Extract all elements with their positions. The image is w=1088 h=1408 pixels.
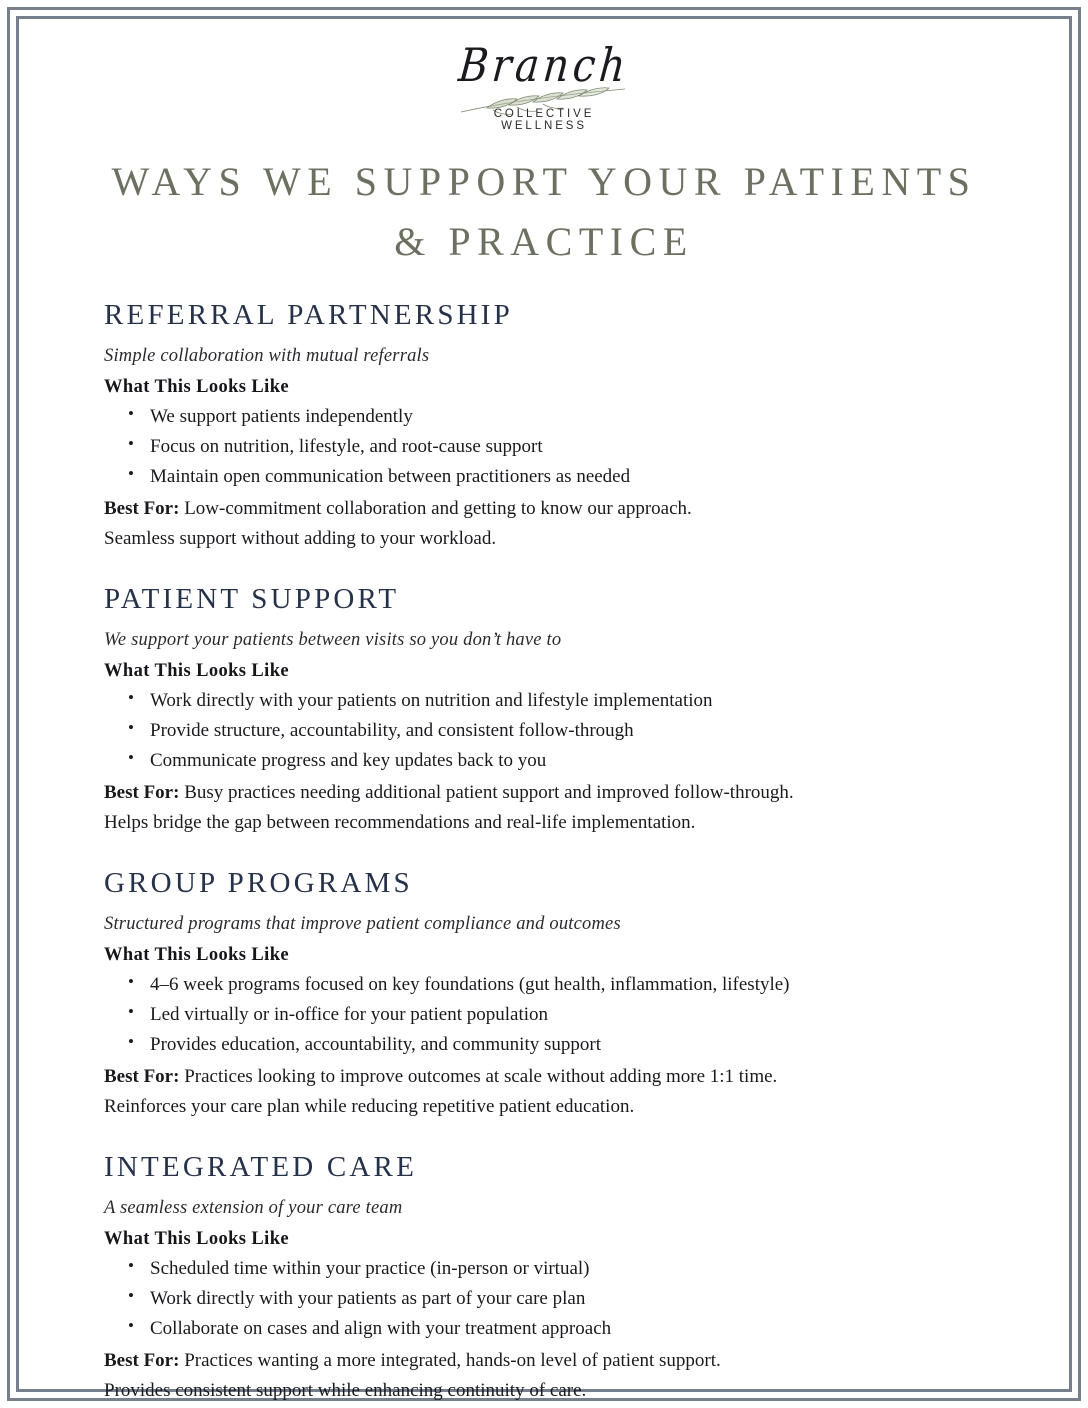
section-integrated-care [104, 1150, 1008, 1406]
section-group-programs [104, 866, 1008, 1122]
list-item: • Led virtually or in-office for your patient population [126, 1000, 1008, 1030]
best-for-text: Busy practices needing additional patient support and improved follow-through. [184, 781, 794, 803]
best-for-label: Best For: [104, 497, 180, 519]
list-item: • We support patients independently [126, 402, 1008, 432]
list-item: • Provides education, accountability, and community support [126, 1030, 1008, 1060]
bullet-list [104, 686, 1008, 776]
list-item: • Work directly with your patients on nutrition and lifestyle implementation [126, 686, 1008, 716]
section-tagline: Provides consistent support while enhancing continuity of care. [104, 1379, 587, 1401]
section-tagline: Seamless support without adding to your workload. [104, 527, 497, 549]
looks-like-label: What This Looks Like [104, 944, 290, 965]
looks-like-label: What This Looks Like [104, 376, 290, 397]
list-item: • 4–6 week programs focused on key foundations (gut health, inflammation, lifestyle) [126, 970, 1008, 1000]
section-tagline: Helps bridge the gap between recommendations and real-life implementation. [104, 811, 696, 833]
best-for-label: Best For: [104, 781, 180, 803]
section-tagline: Reinforces your care plan while reducing repetitive patient education. [104, 1095, 635, 1117]
list-item: • Collaborate on cases and align with your treatment approach [126, 1314, 1008, 1344]
section-heading: REFERRAL PARTNERSHIP [104, 299, 513, 331]
best-for-line [104, 1062, 1008, 1092]
page-title-line-1: WAYS WE SUPPORT YOUR PATIENTS [111, 159, 977, 204]
section-subtitle: A seamless extension of your care team [104, 1197, 403, 1218]
bullet-list [104, 970, 1008, 1060]
list-item: • Focus on nutrition, lifestyle, and root-cause support [126, 432, 1008, 462]
best-for-text: Low-commitment collaboration and getting to know our approach. [184, 497, 692, 519]
logo-subtitle: COLLECTIVE WELLNESS [493, 108, 595, 132]
bullet-list [104, 402, 1008, 492]
best-for-text: Practices looking to improve outcomes at scale without adding more 1:1 time. [184, 1065, 778, 1087]
list-item: • Scheduled time within your practice (in-person or virtual) [126, 1254, 1008, 1284]
looks-like-label: What This Looks Like [104, 1228, 290, 1249]
page-title [60, 152, 1028, 272]
section-subtitle: Simple collaboration with mutual referrals [104, 345, 430, 366]
list-item: • Communicate progress and key updates back to you [126, 746, 1008, 776]
section-patient-support [104, 582, 1008, 838]
section-heading: PATIENT SUPPORT [104, 582, 400, 615]
logo-script-text: Branch [456, 39, 632, 93]
section-heading: INTEGRATED CARE [104, 1150, 418, 1183]
page-title-line-2: & PRACTICE [394, 219, 694, 264]
best-for-label: Best For: [104, 1065, 180, 1087]
section-referral-partnership [104, 298, 1008, 554]
best-for-label: Best For: [104, 1349, 180, 1371]
best-for-line [104, 1346, 1008, 1376]
list-item: • Work directly with your patients as part of your care plan [126, 1284, 1008, 1314]
section-subtitle: We support your patients between visits so you don’t have to [104, 629, 562, 650]
brand-logo [60, 39, 1028, 134]
best-for-text: Practices wanting a more integrated, hands-on level of patient support. [184, 1349, 721, 1371]
section-subtitle: Structured programs that improve patient compliance and outcomes [104, 913, 621, 934]
list-item: • Provide structure, accountability, and consistent follow-through [126, 716, 1008, 746]
logo-wrap [449, 39, 639, 134]
sections-list [60, 298, 1028, 1406]
best-for-line [104, 778, 1008, 808]
section-heading: GROUP PROGRAMS [104, 866, 413, 899]
bullet-list [104, 1254, 1008, 1344]
best-for-line [104, 494, 1008, 524]
list-item: • Maintain open communication between practitioners as needed [126, 462, 1008, 492]
looks-like-label: What This Looks Like [104, 660, 290, 681]
